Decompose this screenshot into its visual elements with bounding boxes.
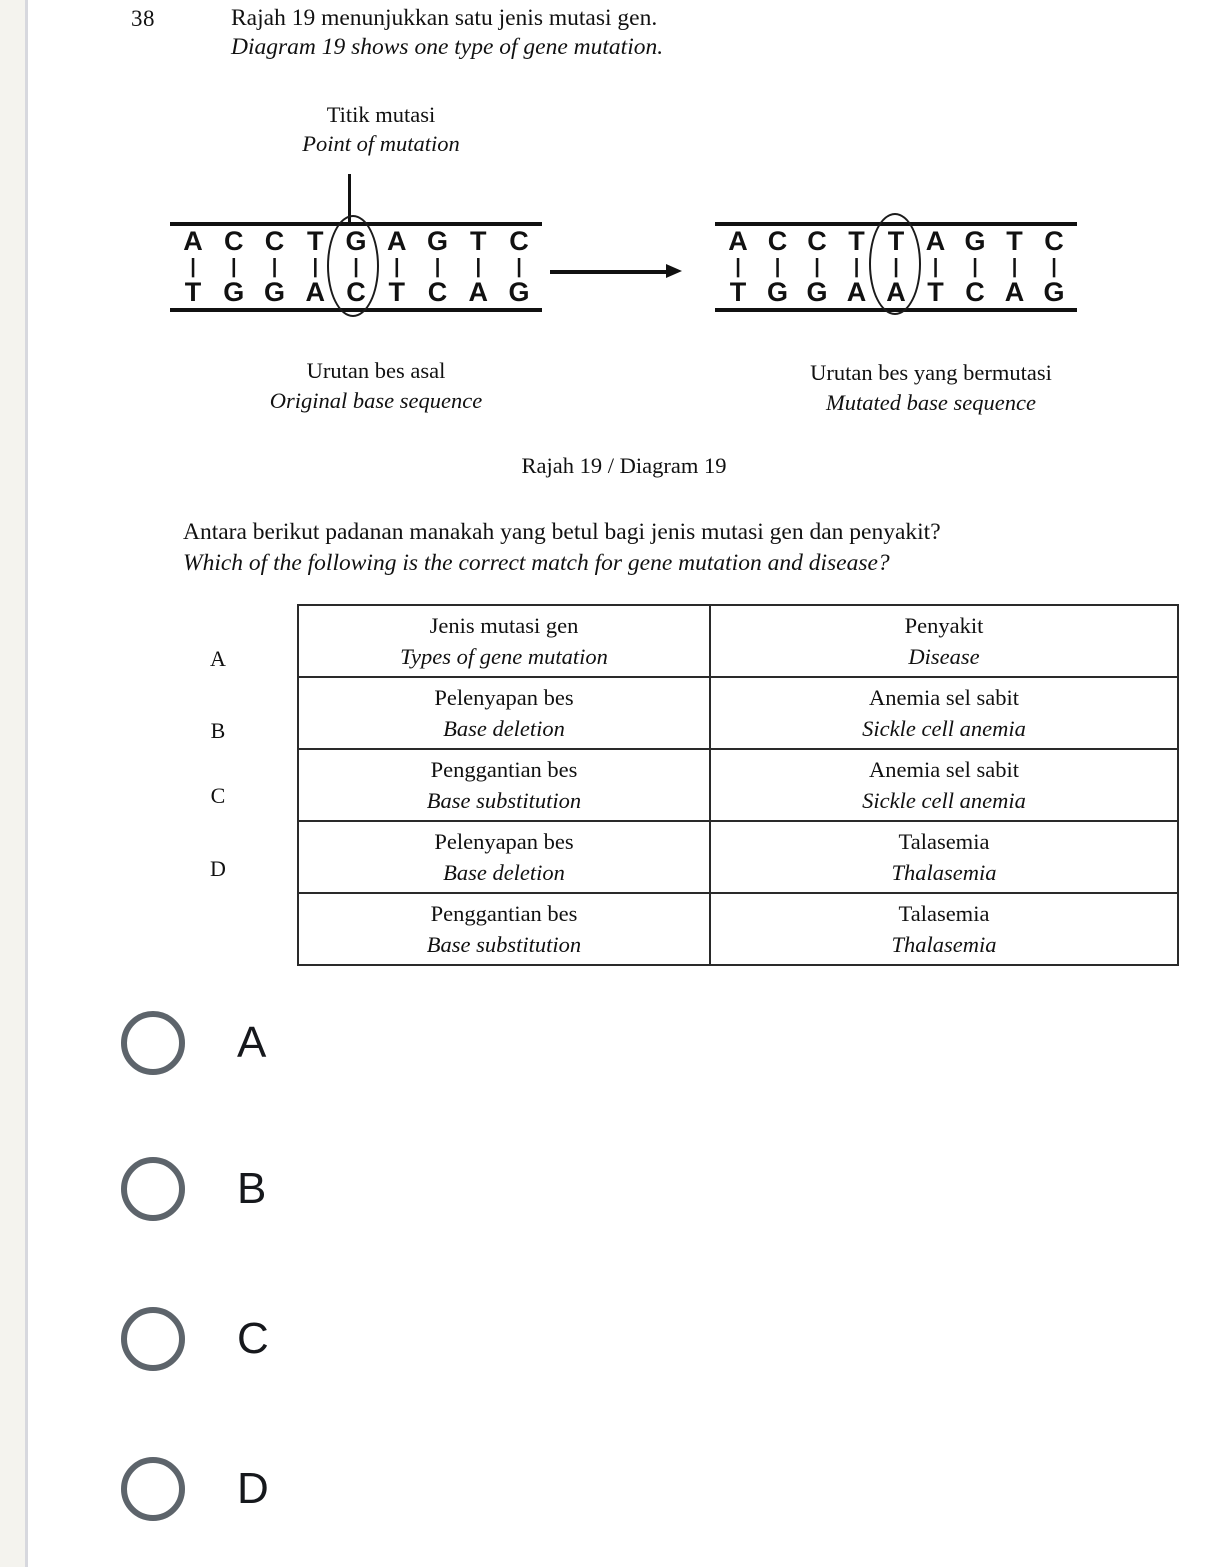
table-header-row	[298, 605, 1178, 677]
cell-english: Sickle cell anemia	[862, 716, 1026, 741]
table-row	[298, 893, 1178, 965]
mutated-sequence-caption	[761, 358, 1101, 418]
original-bottom-strand	[170, 277, 542, 308]
radio-button-d[interactable]	[121, 1457, 185, 1521]
table-cell-mutation	[298, 893, 710, 965]
table-cell-disease	[710, 749, 1178, 821]
bond: |	[814, 256, 820, 278]
cell-malay: Pelenyapan bes	[434, 685, 574, 710]
figure-caption	[31, 453, 1217, 479]
cell-malay: Penggantian bes	[430, 757, 578, 782]
question-prompt-malay: Antara berikut padanan manakah yang betul bagi jenis mutasi gen dan penyakit?	[183, 519, 941, 545]
table-option-letter-b: B	[210, 718, 226, 743]
bond: |	[475, 256, 482, 278]
base: T	[388, 277, 405, 307]
table-cell-disease	[710, 893, 1178, 965]
radio-button-a[interactable]	[121, 1011, 185, 1075]
table-cell-mutation	[298, 677, 710, 749]
base: C	[965, 277, 985, 307]
base: C	[807, 226, 827, 256]
base: C	[264, 226, 285, 256]
answer-choice-b-label: B	[237, 1164, 267, 1213]
base: C	[509, 226, 529, 256]
base: G	[1043, 277, 1065, 307]
cell-malay: Penggantian bes	[430, 901, 578, 926]
cell-english: Base deletion	[443, 716, 565, 741]
original-top-strand	[170, 226, 542, 257]
point-of-mutation-english: Point of mutation	[302, 131, 460, 156]
base: T	[184, 277, 202, 307]
original-sequence-caption-english: Original base sequence	[269, 388, 483, 413]
bond: |	[1051, 256, 1057, 278]
base: T	[927, 277, 944, 307]
cell-malay: Anemia sel sabit	[869, 757, 1019, 782]
answer-choice-d[interactable]	[121, 1453, 269, 1525]
cell-malay: Talasemia	[898, 829, 990, 854]
bond: |	[1011, 256, 1018, 278]
base: T	[729, 277, 747, 307]
mutated-dna-sequence	[715, 222, 1077, 312]
mutated-sequence-caption-malay: Urutan bes yang bermutasi	[810, 360, 1052, 385]
bond: |	[774, 256, 781, 278]
bond: |	[853, 256, 860, 278]
bond: |	[393, 256, 400, 278]
base: C	[224, 226, 244, 256]
question-number: 38	[131, 6, 155, 31]
cell-english: Thalasemia	[891, 860, 997, 885]
base: A	[886, 277, 906, 307]
table-cell-mutation	[298, 749, 710, 821]
question-stem-english: Diagram 19 shows one type of gene mutation.	[231, 34, 664, 60]
base: G	[263, 277, 285, 307]
original-sequence-caption-malay: Urutan bes asal	[306, 358, 446, 383]
base: G	[426, 226, 448, 256]
answer-choice-list	[31, 985, 1217, 1567]
cell-english: Base substitution	[426, 932, 582, 957]
base: A	[1004, 277, 1025, 307]
point-of-mutation-malay: Titik mutasi	[326, 102, 436, 127]
mutated-top-strand	[715, 226, 1077, 257]
radio-button-c[interactable]	[121, 1307, 185, 1371]
base: G	[223, 277, 245, 307]
radio-button-b[interactable]	[121, 1157, 185, 1221]
table-header-disease-malay: Penyakit	[904, 613, 984, 638]
base: C	[767, 226, 788, 256]
base: A	[305, 277, 325, 307]
original-sequence-caption	[216, 356, 536, 416]
base: G	[964, 226, 986, 256]
mutated-bottom-strand	[715, 277, 1077, 308]
bond: |	[230, 256, 237, 278]
point-of-mutation-label	[251, 100, 511, 158]
cell-malay: Anemia sel sabit	[869, 685, 1019, 710]
base: A	[468, 277, 488, 307]
base: T	[848, 226, 865, 256]
base: C	[346, 277, 366, 307]
base: C	[427, 277, 448, 307]
base: T	[887, 226, 905, 256]
table-header-mutation	[298, 605, 710, 677]
question-scan-image	[31, 0, 1217, 985]
page-gutter-strip	[0, 0, 28, 1567]
point-of-mutation-pointer-line	[348, 174, 351, 226]
mutated-hydrogen-bonds	[715, 257, 1077, 277]
base: G	[508, 277, 530, 307]
cell-malay: Talasemia	[898, 901, 990, 926]
answer-options-table	[297, 604, 1179, 966]
answer-choice-d-label: D	[237, 1464, 269, 1513]
answer-choice-b[interactable]	[121, 1153, 266, 1225]
bond: |	[190, 256, 196, 278]
base: G	[806, 277, 828, 307]
base: G	[345, 226, 367, 256]
table-header-mutation-english: Types of gene mutation	[400, 644, 608, 669]
question-stem-malay: Rajah 19 menunjukkan satu jenis mutasi gen.	[231, 5, 658, 31]
answer-choice-c[interactable]	[121, 1303, 269, 1375]
base: A	[728, 226, 748, 256]
question-stem	[231, 4, 663, 62]
question-prompt	[183, 517, 941, 579]
table-header-mutation-malay: Jenis mutasi gen	[429, 613, 579, 638]
table-row	[298, 749, 1178, 821]
base: T	[1006, 226, 1023, 256]
cell-english: Sickle cell anemia	[862, 788, 1026, 813]
cell-malay: Pelenyapan bes	[434, 829, 574, 854]
base: G	[766, 277, 788, 307]
table-option-letter-c: C	[210, 783, 226, 808]
answer-choice-c-label: C	[237, 1314, 269, 1363]
cell-english: Base substitution	[426, 788, 582, 813]
bond: |	[735, 256, 741, 278]
base: A	[387, 226, 407, 256]
bond: |	[434, 256, 441, 278]
table-option-letter-a: A	[210, 646, 226, 671]
table-row	[298, 821, 1178, 893]
base: A	[183, 226, 203, 256]
bond: |	[353, 256, 359, 278]
mutation-arrow-icon	[550, 269, 682, 274]
table-row	[298, 677, 1178, 749]
bond: |	[932, 256, 939, 278]
bond: |	[312, 256, 319, 278]
base: A	[846, 277, 867, 307]
table-header-disease	[710, 605, 1178, 677]
figure-caption-text: Rajah 19 / Diagram 19	[521, 453, 727, 478]
bond: |	[972, 256, 978, 278]
question-prompt-english: Which of the following is the correct match for gene mutation and disease?	[183, 550, 890, 576]
original-dna-sequence	[170, 222, 542, 312]
base: A	[925, 226, 946, 256]
cell-english: Thalasemia	[891, 932, 997, 957]
original-hydrogen-bonds	[170, 257, 542, 277]
cell-english: Base deletion	[443, 860, 565, 885]
base: T	[307, 226, 324, 256]
table-cell-mutation	[298, 821, 710, 893]
table-header-disease-english: Disease	[908, 644, 980, 669]
base: T	[470, 226, 487, 256]
bond: |	[516, 256, 522, 278]
mutated-sequence-caption-english: Mutated base sequence	[826, 390, 1036, 415]
answer-choice-a-label: A	[237, 1018, 267, 1067]
table-cell-disease	[710, 677, 1178, 749]
answer-choice-a[interactable]	[121, 1007, 266, 1079]
bond: |	[271, 256, 278, 278]
table-cell-disease	[710, 821, 1178, 893]
table-option-letter-d: D	[210, 856, 226, 881]
bond: |	[893, 256, 899, 278]
base: C	[1044, 226, 1064, 256]
